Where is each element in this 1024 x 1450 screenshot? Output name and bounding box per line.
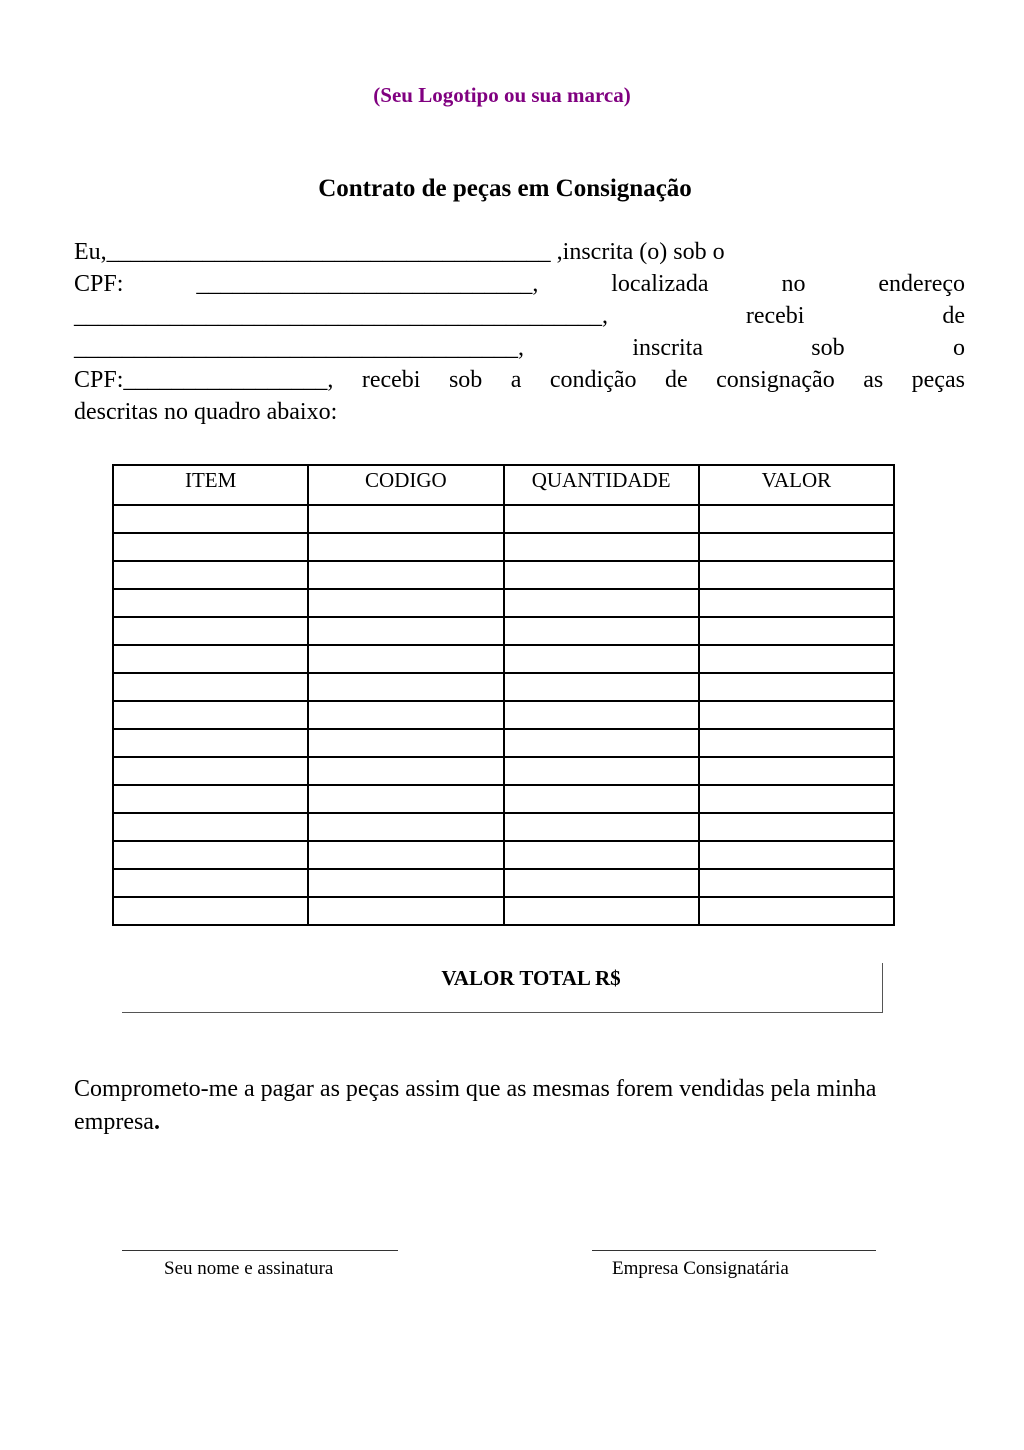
- column-header-codigo: CODIGO: [308, 465, 503, 505]
- commitment-statement: [74, 1073, 954, 1139]
- table-row: [113, 505, 894, 533]
- table-cell: [504, 841, 699, 869]
- table-cell: [699, 589, 894, 617]
- table-cell: [699, 673, 894, 701]
- table-cell: [699, 701, 894, 729]
- intro-line: [74, 300, 965, 332]
- intro-line: [74, 236, 965, 268]
- intro-text: inscrita: [632, 335, 703, 361]
- intro-text: de: [942, 303, 965, 329]
- table-cell: [113, 505, 308, 533]
- table-cell: [308, 533, 503, 561]
- table-cell: [504, 505, 699, 533]
- table-cell: [699, 757, 894, 785]
- table-cell: [113, 897, 308, 925]
- table-cell: [308, 813, 503, 841]
- commitment-text: Comprometo-me a pagar as peças assim que as mesmas forem vendidas pela minha empresa: [74, 1076, 877, 1135]
- intro-text: recebi: [361, 367, 421, 393]
- table-cell: [504, 757, 699, 785]
- intro-text: as: [863, 367, 884, 393]
- table-cell: [699, 533, 894, 561]
- table-cell: [699, 841, 894, 869]
- total-label: VALOR TOTAL R$: [441, 966, 621, 990]
- signature-label-right: Empresa Consignatária: [612, 1258, 789, 1279]
- supplier-name-blank: _____________________________________,: [74, 335, 524, 361]
- intro-line: [74, 268, 965, 300]
- table-cell: [113, 813, 308, 841]
- intro-text: descritas no quadro abaixo:: [74, 399, 338, 425]
- column-header-quantidade: QUANTIDADE: [504, 465, 699, 505]
- table-cell: [113, 673, 308, 701]
- table-cell: [504, 673, 699, 701]
- table-row: [113, 673, 894, 701]
- intro-text: CPF:: [74, 271, 124, 297]
- table-row: [113, 869, 894, 897]
- table-cell: [113, 645, 308, 673]
- contract-intro-paragraph: [74, 236, 965, 428]
- table-row: [113, 645, 894, 673]
- table-row: [113, 589, 894, 617]
- table-cell: [113, 729, 308, 757]
- table-cell: [699, 617, 894, 645]
- table-row: [113, 785, 894, 813]
- table-cell: [504, 729, 699, 757]
- table-cell: [504, 813, 699, 841]
- logo-placeholder: (Seu Logotipo ou sua marca): [373, 83, 631, 107]
- table-cell: [113, 757, 308, 785]
- intro-text: a: [510, 367, 522, 393]
- intro-text: condição: [549, 367, 637, 393]
- table-cell: [308, 645, 503, 673]
- table-cell: [504, 645, 699, 673]
- address-blank: ____________________________________________,: [74, 303, 608, 329]
- table-body: [113, 505, 894, 925]
- supplier-cpf-blank: CPF:_________________,: [74, 367, 334, 393]
- table-cell: [113, 561, 308, 589]
- intro-line: [74, 332, 965, 364]
- table-cell: [308, 673, 503, 701]
- table-cell: [113, 785, 308, 813]
- cpf-blank: ____________________________,: [196, 271, 539, 297]
- consignment-items-table: [112, 464, 895, 926]
- table-cell: [308, 869, 503, 897]
- table-row: [113, 841, 894, 869]
- intro-text: peças: [911, 367, 965, 393]
- intro-line: [74, 396, 965, 428]
- table-cell: [308, 757, 503, 785]
- intro-text: recebi: [745, 303, 805, 329]
- table-cell: [308, 505, 503, 533]
- signature-line-right: [592, 1250, 876, 1251]
- table-cell: [504, 533, 699, 561]
- commitment-period: .: [153, 1109, 160, 1135]
- table-cell: [308, 785, 503, 813]
- column-header-item: ITEM: [113, 465, 308, 505]
- table-cell: [308, 701, 503, 729]
- intro-text: consignação: [716, 367, 835, 393]
- table-row: [113, 561, 894, 589]
- table-header-row: [113, 465, 894, 505]
- table-cell: [504, 589, 699, 617]
- table-cell: [699, 813, 894, 841]
- table-cell: [308, 617, 503, 645]
- document-title: Contrato de peças em Consignação: [318, 175, 692, 202]
- signature-label-left: Seu nome e assinatura: [164, 1258, 334, 1279]
- table-cell: [504, 785, 699, 813]
- table-row: [113, 617, 894, 645]
- table-row: [113, 897, 894, 925]
- table-cell: [504, 561, 699, 589]
- table-cell: [699, 897, 894, 925]
- table-cell: [113, 589, 308, 617]
- intro-line: [74, 364, 965, 396]
- table-cell: [504, 897, 699, 925]
- table-cell: [308, 841, 503, 869]
- intro-text: de: [664, 367, 688, 393]
- table-row: [113, 701, 894, 729]
- table-row: [113, 533, 894, 561]
- table-cell: [699, 785, 894, 813]
- intro-text: o: [952, 335, 965, 361]
- table-row: [113, 813, 894, 841]
- intro-text: sob: [811, 335, 845, 361]
- table-cell: [699, 561, 894, 589]
- table-cell: [504, 617, 699, 645]
- table-cell: [113, 841, 308, 869]
- table-cell: [113, 533, 308, 561]
- signature-line-left: [122, 1250, 398, 1251]
- table-cell: [113, 869, 308, 897]
- table-cell: [504, 869, 699, 897]
- table-cell: [308, 729, 503, 757]
- intro-text: Eu,_____________________________________ ,inscrita (o) sob o: [74, 239, 725, 265]
- table-cell: [699, 729, 894, 757]
- intro-text: endereço: [878, 271, 965, 297]
- intro-text: no: [781, 271, 806, 297]
- intro-text: localizada: [611, 271, 709, 297]
- table-row: [113, 757, 894, 785]
- intro-text: sob: [448, 367, 483, 393]
- table-cell: [504, 701, 699, 729]
- table-cell: [113, 617, 308, 645]
- table-cell: [308, 561, 503, 589]
- table-cell: [699, 869, 894, 897]
- table-cell: [308, 897, 503, 925]
- table-row: [113, 729, 894, 757]
- table-cell: [699, 645, 894, 673]
- table-cell: [699, 505, 894, 533]
- table-cell: [308, 589, 503, 617]
- table-cell: [113, 701, 308, 729]
- column-header-valor: VALOR: [699, 465, 894, 505]
